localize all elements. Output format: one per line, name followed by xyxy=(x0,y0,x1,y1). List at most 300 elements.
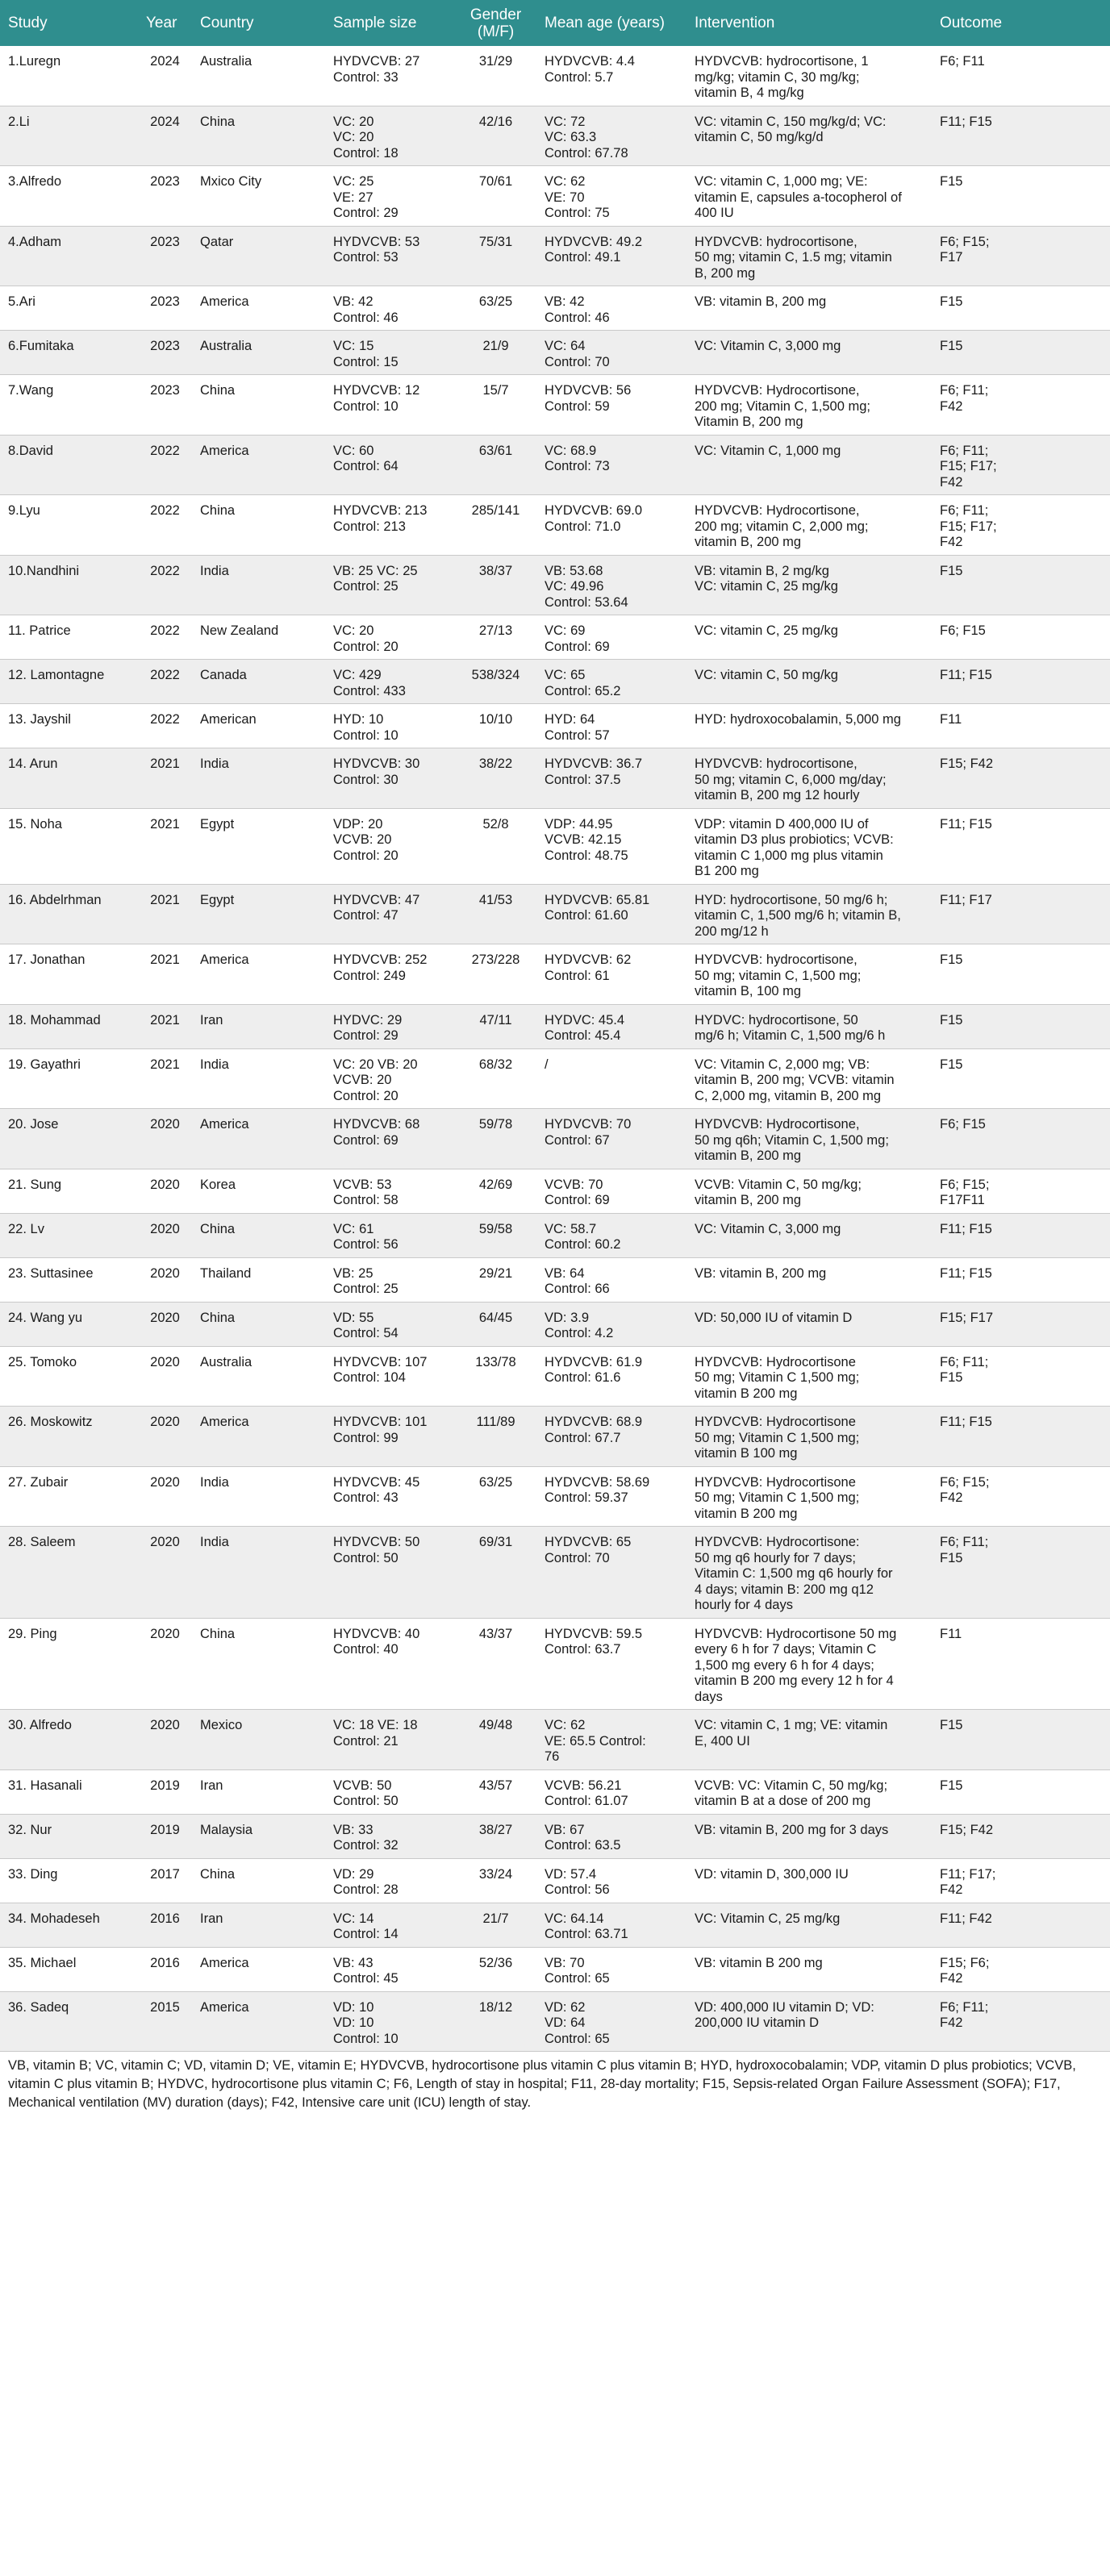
cell-year: 2020 xyxy=(138,1346,192,1407)
cell-sample-size-line: Control: 99 xyxy=(333,1430,399,1445)
cell-intervention-line: VCVB: VC: Vitamin C, 50 mg/kg; xyxy=(695,1778,888,1793)
cell-outcome xyxy=(932,375,1110,436)
cell-year: 2020 xyxy=(138,1710,192,1770)
cell-outcome-line: F15 xyxy=(940,1718,963,1732)
cell-mean-age-line: Control: 69 xyxy=(545,1193,610,1207)
cell-outcome xyxy=(932,1991,1110,2052)
cell-study: 3.Alfredo xyxy=(0,166,138,227)
cell-intervention-line: VC: vitamin C, 1 mg; VE: vitamin xyxy=(695,1718,888,1732)
cell-mean-age-line: Control: 63.5 xyxy=(545,1838,621,1853)
cell-gender: 31/29 xyxy=(455,46,536,106)
table-row xyxy=(0,1407,1110,1467)
cell-outcome xyxy=(932,1213,1110,1257)
cell-year: 2020 xyxy=(138,1527,192,1619)
cell-outcome xyxy=(932,808,1110,884)
cell-mean-age-line: Control: 67.7 xyxy=(545,1430,621,1445)
cell-country: New Zealand xyxy=(192,615,325,660)
cell-study: 2.Li xyxy=(0,106,138,166)
cell-intervention xyxy=(686,884,932,944)
cell-sample-size-line: Control: 10 xyxy=(333,2031,399,2046)
cell-year: 2016 xyxy=(138,1903,192,1947)
cell-mean-age-line: VB: 53.68 xyxy=(545,563,603,578)
cell-intervention xyxy=(686,1213,932,1257)
cell-outcome xyxy=(932,615,1110,660)
cell-outcome-line: F15 xyxy=(940,339,963,353)
cell-sample-size xyxy=(325,1109,455,1169)
cell-intervention-line: E, 400 UI xyxy=(695,1733,750,1749)
cell-sample-size-line: HYD: 10 xyxy=(333,712,384,727)
cell-mean-age xyxy=(536,375,686,436)
cell-sample-size-line: HYDVCVB: 47 xyxy=(333,892,420,907)
cell-sample-size xyxy=(325,1947,455,1991)
cell-intervention-line: HYDVC: hydrocortisone, 50 xyxy=(695,1012,858,1027)
cell-sample-size-line: VCVB: 20 xyxy=(333,832,392,847)
cell-outcome-line: F6; F11; xyxy=(940,1999,989,2015)
table-header xyxy=(0,0,1110,46)
cell-year: 2020 xyxy=(138,1466,192,1527)
cell-year: 2023 xyxy=(138,331,192,375)
table-row xyxy=(0,1618,1110,1710)
cell-mean-age-line: VDP: 44.95 xyxy=(545,816,613,832)
cell-intervention xyxy=(686,495,932,556)
cell-year: 2023 xyxy=(138,286,192,331)
cell-intervention-line: C, 2,000 mg, vitamin B, 200 mg xyxy=(695,1088,882,1103)
cell-sample-size-line: HYDVCVB: 27 xyxy=(333,54,420,69)
cell-mean-age xyxy=(536,1169,686,1213)
cell-outcome-line: F11 xyxy=(940,1626,962,1641)
cell-mean-age-line: VC: 49.96 xyxy=(545,579,604,594)
cell-country: America xyxy=(192,1991,325,2052)
table-row xyxy=(0,226,1110,286)
cell-study: 18. Mohammad xyxy=(0,1004,138,1048)
cell-intervention-line: B1 200 mg xyxy=(695,864,759,878)
cell-outcome xyxy=(932,226,1110,286)
cell-mean-age-line: HYDVCVB: 58.69 xyxy=(545,1474,650,1490)
cell-outcome-line: F42 xyxy=(940,1882,963,1897)
cell-mean-age-line: Control: 57 xyxy=(545,727,610,743)
cell-intervention xyxy=(686,808,932,884)
cell-sample-size xyxy=(325,555,455,615)
cell-gender: 41/53 xyxy=(455,884,536,944)
cell-year: 2020 xyxy=(138,1618,192,1710)
cell-intervention-line: vitamin B, 200 mg; VCVB: vitamin xyxy=(695,1073,895,1087)
cell-outcome xyxy=(932,166,1110,227)
table-row xyxy=(0,660,1110,704)
cell-sample-size xyxy=(325,106,455,166)
cell-intervention-line: HYDVCVB: Hydrocortisone 50 mg xyxy=(695,1626,897,1641)
cell-year: 2020 xyxy=(138,1213,192,1257)
cell-intervention xyxy=(686,1109,932,1169)
cell-mean-age-line: VC: 63.3 xyxy=(545,130,597,144)
cell-sample-size xyxy=(325,226,455,286)
cell-intervention xyxy=(686,1710,932,1770)
cell-gender: 59/78 xyxy=(455,1109,536,1169)
cell-intervention-line: 200 mg; Vitamin C, 1,500 mg; xyxy=(695,398,870,414)
cell-mean-age xyxy=(536,660,686,704)
cell-study: 10.Nandhini xyxy=(0,555,138,615)
cell-year: 2023 xyxy=(138,166,192,227)
cell-mean-age xyxy=(536,495,686,556)
cell-intervention-line: vitamin B, 200 mg 12 hourly xyxy=(695,788,860,802)
cell-year: 2023 xyxy=(138,375,192,436)
table-row xyxy=(0,1991,1110,2052)
cell-intervention xyxy=(686,1004,932,1048)
cell-intervention xyxy=(686,331,932,375)
table-row xyxy=(0,435,1110,495)
cell-intervention-line: VB: vitamin B, 200 mg xyxy=(695,1265,827,1281)
table-row xyxy=(0,1769,1110,1814)
cell-sample-size-line: Control: 40 xyxy=(333,1642,399,1657)
cell-mean-age-line: VCVB: 42.15 xyxy=(545,832,622,847)
cell-study: 26. Moskowitz xyxy=(0,1407,138,1467)
cell-gender: 538/324 xyxy=(455,660,536,704)
cell-intervention xyxy=(686,944,932,1005)
cell-intervention-line: HYDVCVB: hydrocortisone, xyxy=(695,234,858,249)
cell-outcome-line: F6; F15 xyxy=(940,623,986,638)
cell-sample-size-line: VB: 33 xyxy=(333,1822,373,1837)
cell-outcome-line: F42 xyxy=(940,535,963,549)
cell-sample-size-line: Control: 58 xyxy=(333,1193,399,1207)
cell-outcome-line: F15; F17; xyxy=(940,519,997,534)
cell-study: 13. Jayshil xyxy=(0,704,138,748)
cell-country: Iran xyxy=(192,1903,325,1947)
cell-year: 2022 xyxy=(138,660,192,704)
cell-intervention-line: HYD: hydrocortisone, 50 mg/6 h; xyxy=(695,892,888,907)
cell-sample-size-line: Control: 21 xyxy=(333,1733,399,1749)
cell-mean-age-line: Control: 65.2 xyxy=(545,683,621,698)
cell-mean-age-line: Control: 67 xyxy=(545,1132,610,1148)
cell-year: 2022 xyxy=(138,704,192,748)
cell-outcome-line: F6; F11; xyxy=(940,503,989,518)
cell-mean-age-line: Control: 63.71 xyxy=(545,1927,628,1941)
cell-sample-size xyxy=(325,331,455,375)
cell-mean-age-line: VC: 64.14 xyxy=(545,1911,604,1926)
table-row xyxy=(0,1109,1110,1169)
cell-mean-age-line: Control: 70 xyxy=(545,1550,610,1565)
cell-intervention-line: 200 mg; vitamin C, 2,000 mg; xyxy=(695,519,869,534)
cell-mean-age-line: Control: 65 xyxy=(545,2031,610,2046)
cell-outcome-line: F15 xyxy=(940,1550,963,1565)
cell-mean-age xyxy=(536,1947,686,1991)
cell-intervention-line: VDP: vitamin D 400,000 IU of xyxy=(695,816,869,832)
cell-mean-age-line: Control: 4.2 xyxy=(545,1326,614,1340)
cell-intervention xyxy=(686,46,932,106)
cell-intervention-line: every 6 h for 7 days; Vitamin C xyxy=(695,1642,877,1657)
cell-outcome xyxy=(932,435,1110,495)
cell-gender: 63/25 xyxy=(455,286,536,331)
cell-country: China xyxy=(192,106,325,166)
cell-intervention-line: mg/kg; vitamin C, 30 mg/kg; xyxy=(695,69,860,85)
cell-sample-size-line: VC: 25 xyxy=(333,174,374,189)
cell-outcome-line: F42 xyxy=(940,1490,963,1505)
table-footnote: VB, vitamin B; VC, vitamin C; VD, vitamin D; VE, vitamin E; HYDVCVB, hydrocortisone plus vitamin C plus vitamin B; HYD, hydroxocobalamin; VDP, vitamin D plus probiotics; VCVB, vitamin C plus vitamin B; HYDVC, hydrocortisone plus vitamin C; F6, Length of stay in hospital; F11, 28-day mortality; F15, Sepsis-related Organ Failure Assessment (SOFA); F17, Mechanical ventilation (MV) duration (days); F42, Intensive care unit (ICU) length of stay. xyxy=(8,2058,1076,2110)
cell-mean-age-line: HYDVCVB: 70 xyxy=(545,1117,632,1132)
cell-outcome xyxy=(932,1527,1110,1619)
cell-sample-size-line: Control: 213 xyxy=(333,519,406,534)
cell-intervention xyxy=(686,1618,932,1710)
cell-outcome-line: F11; F15 xyxy=(940,816,992,832)
cell-outcome-line: F6; F15; xyxy=(940,234,990,249)
cell-intervention-line: 50 mg; vitamin C, 6,000 mg/day; xyxy=(695,772,887,787)
cell-intervention-line: 200 mg/12 h xyxy=(695,923,769,939)
cell-intervention-line: HYDVCVB: Hydrocortisone xyxy=(695,1474,856,1490)
cell-mean-age xyxy=(536,1769,686,1814)
cell-outcome-line: F11; F15 xyxy=(940,114,992,129)
cell-outcome xyxy=(932,1346,1110,1407)
cell-outcome-line: F11; F15 xyxy=(940,1221,992,1236)
cell-intervention-line: 50 mg; Vitamin C 1,500 mg; xyxy=(695,1430,860,1445)
cell-sample-size-line: HYDVCVB: 68 xyxy=(333,1117,420,1132)
cell-sample-size-line: VC: 60 xyxy=(333,443,374,458)
cell-mean-age xyxy=(536,1302,686,1346)
cell-intervention-line: VC: Vitamin C, 25 mg/kg xyxy=(695,1911,841,1926)
cell-sample-size-line: Control: 50 xyxy=(333,1550,399,1565)
cell-mean-age xyxy=(536,1527,686,1619)
cell-intervention-line: HYDVCVB: hydrocortisone, xyxy=(695,757,858,771)
cell-gender: 63/25 xyxy=(455,1466,536,1527)
cell-country: Canada xyxy=(192,660,325,704)
cell-outcome-line: F11; F15 xyxy=(940,1415,992,1429)
cell-mean-age-line: / xyxy=(545,1057,549,1072)
cell-study: 6.Fumitaka xyxy=(0,331,138,375)
cell-sample-size xyxy=(325,704,455,748)
cell-intervention-line: vitamin C, 50 mg/kg/d xyxy=(695,130,824,144)
cell-gender: 285/141 xyxy=(455,495,536,556)
cell-sample-size-line: Control: 18 xyxy=(333,145,399,160)
table-row xyxy=(0,1527,1110,1619)
cell-country: America xyxy=(192,1947,325,1991)
cell-intervention-line: 50 mg; Vitamin C 1,500 mg; xyxy=(695,1490,860,1505)
cell-intervention-line: Vitamin B, 200 mg xyxy=(695,415,803,429)
cell-outcome-line: F17 xyxy=(940,250,963,265)
cell-sample-size xyxy=(325,1858,455,1903)
cell-mean-age xyxy=(536,1814,686,1858)
cell-outcome-line: F15 xyxy=(940,1370,963,1385)
cell-outcome xyxy=(932,884,1110,944)
cell-mean-age-line: Control: 61.60 xyxy=(545,908,628,923)
cell-gender: 27/13 xyxy=(455,615,536,660)
cell-outcome xyxy=(932,1169,1110,1213)
cell-sample-size-line: Control: 53 xyxy=(333,250,399,265)
cell-year: 2021 xyxy=(138,944,192,1005)
cell-outcome xyxy=(932,704,1110,748)
cell-outcome xyxy=(932,555,1110,615)
cell-outcome-line: F15; F17 xyxy=(940,1310,994,1325)
cell-mean-age-line: Control: 49.1 xyxy=(545,250,621,265)
col-header-year: Year xyxy=(146,15,177,31)
cell-sample-size-line: HYDVCVB: 50 xyxy=(333,1535,420,1549)
cell-outcome-line: F15; F6; xyxy=(940,1955,990,1970)
cell-year: 2017 xyxy=(138,1858,192,1903)
cell-outcome xyxy=(932,1004,1110,1048)
cell-gender: 29/21 xyxy=(455,1257,536,1302)
cell-sample-size-line: Control: 10 xyxy=(333,398,399,414)
cell-country: India xyxy=(192,748,325,809)
cell-study: 7.Wang xyxy=(0,375,138,436)
table-body xyxy=(0,46,1110,2052)
cell-intervention-line: HYDVCVB: Hydrocortisone, xyxy=(695,383,860,398)
cell-gender: 43/57 xyxy=(455,1769,536,1814)
cell-gender: 21/9 xyxy=(455,331,536,375)
cell-mean-age-line: VE: 65.5 Control: xyxy=(545,1733,646,1749)
cell-outcome-line: F6; F15; xyxy=(940,1177,990,1192)
cell-gender: 70/61 xyxy=(455,166,536,227)
cell-study: 29. Ping xyxy=(0,1618,138,1710)
cell-intervention xyxy=(686,1302,932,1346)
cell-intervention-line: VC: vitamin C, 1,000 mg; VE: xyxy=(695,174,868,189)
cell-intervention-line: vitamin B, 100 mg xyxy=(695,984,802,998)
cell-study: 16. Abdelrhman xyxy=(0,884,138,944)
table-row xyxy=(0,1947,1110,1991)
cell-sample-size-line: Control: 10 xyxy=(333,727,399,743)
cell-sample-size xyxy=(325,808,455,884)
cell-study: 34. Mohadeseh xyxy=(0,1903,138,1947)
cell-intervention-line: VB: vitamin B, 200 mg for 3 days xyxy=(695,1822,889,1837)
cell-intervention-line: vitamin B 200 mg xyxy=(695,1506,798,1521)
cell-study: 15. Noha xyxy=(0,808,138,884)
cell-mean-age xyxy=(536,704,686,748)
cell-gender: 10/10 xyxy=(455,704,536,748)
cell-study: 35. Michael xyxy=(0,1947,138,1991)
cell-country: America xyxy=(192,1109,325,1169)
cell-mean-age-line: VCVB: 70 xyxy=(545,1177,603,1192)
cell-outcome-line: F15 xyxy=(940,952,963,967)
cell-mean-age xyxy=(536,1257,686,1302)
cell-intervention-line: vitamin B at a dose of 200 mg xyxy=(695,1794,871,1808)
cell-outcome xyxy=(932,944,1110,1005)
cell-sample-size-line: VB: 25 VC: 25 xyxy=(333,563,418,578)
cell-mean-age xyxy=(536,1407,686,1467)
cell-sample-size-line: HYDVCVB: 53 xyxy=(333,234,420,249)
cell-intervention xyxy=(686,1991,932,2052)
cell-outcome-line: F17F11 xyxy=(940,1193,985,1207)
cell-mean-age-line: Control: 65 xyxy=(545,1971,610,1986)
cell-country: China xyxy=(192,375,325,436)
cell-study: 30. Alfredo xyxy=(0,1710,138,1770)
cell-year: 2021 xyxy=(138,1048,192,1109)
cell-gender: 52/8 xyxy=(455,808,536,884)
cell-study: 28. Saleem xyxy=(0,1527,138,1619)
table-row xyxy=(0,106,1110,166)
cell-outcome-line: F6; F15; xyxy=(940,1474,990,1490)
cell-sample-size xyxy=(325,1407,455,1467)
cell-sample-size-line: Control: 47 xyxy=(333,908,399,923)
cell-intervention-line: 50 mg q6 hourly for 7 days; xyxy=(695,1550,856,1565)
cell-sample-size xyxy=(325,884,455,944)
cell-mean-age-line: Control: 60.2 xyxy=(545,1237,621,1252)
cell-year: 2016 xyxy=(138,1947,192,1991)
cell-intervention-line: vitamin B 200 mg every 12 h for 4 xyxy=(695,1674,894,1688)
cell-mean-age-line: HYDVCVB: 36.7 xyxy=(545,757,643,771)
cell-outcome-line: F6; F15 xyxy=(940,1117,986,1132)
cell-outcome xyxy=(932,1466,1110,1527)
cell-mean-age xyxy=(536,1991,686,2052)
cell-outcome xyxy=(932,1618,1110,1710)
cell-outcome-line: F6; F11 xyxy=(940,54,985,69)
cell-mean-age-line: HYDVCVB: 68.9 xyxy=(545,1415,643,1429)
cell-mean-age xyxy=(536,615,686,660)
cell-sample-size xyxy=(325,1302,455,1346)
cell-sample-size xyxy=(325,944,455,1005)
cell-country: China xyxy=(192,1858,325,1903)
cell-mean-age-line: Control: 71.0 xyxy=(545,519,621,534)
table-row xyxy=(0,944,1110,1005)
cell-sample-size-line: Control: 25 xyxy=(333,579,399,594)
cell-intervention-line: vitamin B, 200 mg xyxy=(695,1193,802,1207)
cell-sample-size-line: VD: 10 xyxy=(333,2015,374,2030)
cell-intervention-line: days xyxy=(695,1689,723,1704)
cell-intervention-line: VC: Vitamin C, 2,000 mg; VB: xyxy=(695,1057,870,1072)
cell-gender: 69/31 xyxy=(455,1527,536,1619)
cell-intervention-line: HYD: hydroxocobalamin, 5,000 mg xyxy=(695,712,901,727)
cell-gender: 59/58 xyxy=(455,1213,536,1257)
cell-sample-size xyxy=(325,660,455,704)
cell-year: 2020 xyxy=(138,1302,192,1346)
cell-mean-age xyxy=(536,166,686,227)
cell-intervention-line: vitamin E, capsules a-tocopherol of xyxy=(695,190,902,205)
cell-gender: 111/89 xyxy=(455,1407,536,1467)
cell-sample-size xyxy=(325,1527,455,1619)
cell-sample-size-line: HYDVCVB: 213 xyxy=(333,503,428,518)
cell-mean-age-line: Control: 63.7 xyxy=(545,1642,621,1657)
cell-country: Mxico City xyxy=(192,166,325,227)
header-row xyxy=(0,0,1110,46)
cell-sample-size xyxy=(325,1169,455,1213)
cell-mean-age-line: HYDVCVB: 62 xyxy=(545,952,632,967)
cell-year: 2021 xyxy=(138,808,192,884)
cell-outcome xyxy=(932,1302,1110,1346)
cell-mean-age-line: VC: 64 xyxy=(545,339,586,353)
cell-country: Egypt xyxy=(192,808,325,884)
cell-sample-size xyxy=(325,46,455,106)
col-header-sample-size: Sample size xyxy=(333,15,417,31)
cell-gender: 64/45 xyxy=(455,1302,536,1346)
cell-sample-size-line: HYDVCVB: 30 xyxy=(333,757,420,771)
cell-year: 2024 xyxy=(138,46,192,106)
cell-outcome xyxy=(932,1947,1110,1991)
cell-year: 2020 xyxy=(138,1257,192,1302)
cell-intervention-line: VC: vitamin C, 25 mg/kg xyxy=(695,623,838,638)
cell-intervention xyxy=(686,1947,932,1991)
cell-intervention xyxy=(686,435,932,495)
cell-sample-size-line: Control: 54 xyxy=(333,1326,399,1340)
cell-mean-age-line: VC: 62 xyxy=(545,1718,586,1732)
cell-country: Australia xyxy=(192,331,325,375)
cell-outcome xyxy=(932,1814,1110,1858)
cell-intervention-line: VC: vitamin C, 150 mg/kg/d; VC: xyxy=(695,114,887,129)
cell-gender: 42/69 xyxy=(455,1169,536,1213)
cell-sample-size-line: Control: 20 xyxy=(333,1088,399,1103)
cell-year: 2022 xyxy=(138,495,192,556)
cell-intervention-line: vitamin B 100 mg xyxy=(695,1446,798,1461)
cell-gender: 33/24 xyxy=(455,1858,536,1903)
cell-sample-size-line: Control: 32 xyxy=(333,1838,399,1853)
cell-intervention-line: vitamin C, 1,500 mg/6 h; vitamin B, xyxy=(695,908,901,923)
cell-mean-age-line: HYDVCVB: 56 xyxy=(545,383,632,398)
cell-sample-size xyxy=(325,1814,455,1858)
cell-intervention-line: VC: vitamin C, 25 mg/kg xyxy=(695,579,838,594)
cell-mean-age-line: VC: 65 xyxy=(545,668,586,682)
cell-mean-age xyxy=(536,1618,686,1710)
cell-sample-size-line: Control: 69 xyxy=(333,1132,399,1148)
cell-mean-age-line: Control: 66 xyxy=(545,1282,610,1296)
cell-gender: 68/32 xyxy=(455,1048,536,1109)
cell-outcome-line: F42 xyxy=(940,398,963,414)
cell-mean-age-line: Control: 37.5 xyxy=(545,772,621,787)
cell-sample-size-line: VB: 43 xyxy=(333,1955,373,1970)
cell-study: 1.Luregn xyxy=(0,46,138,106)
cell-study: 19. Gayathri xyxy=(0,1048,138,1109)
